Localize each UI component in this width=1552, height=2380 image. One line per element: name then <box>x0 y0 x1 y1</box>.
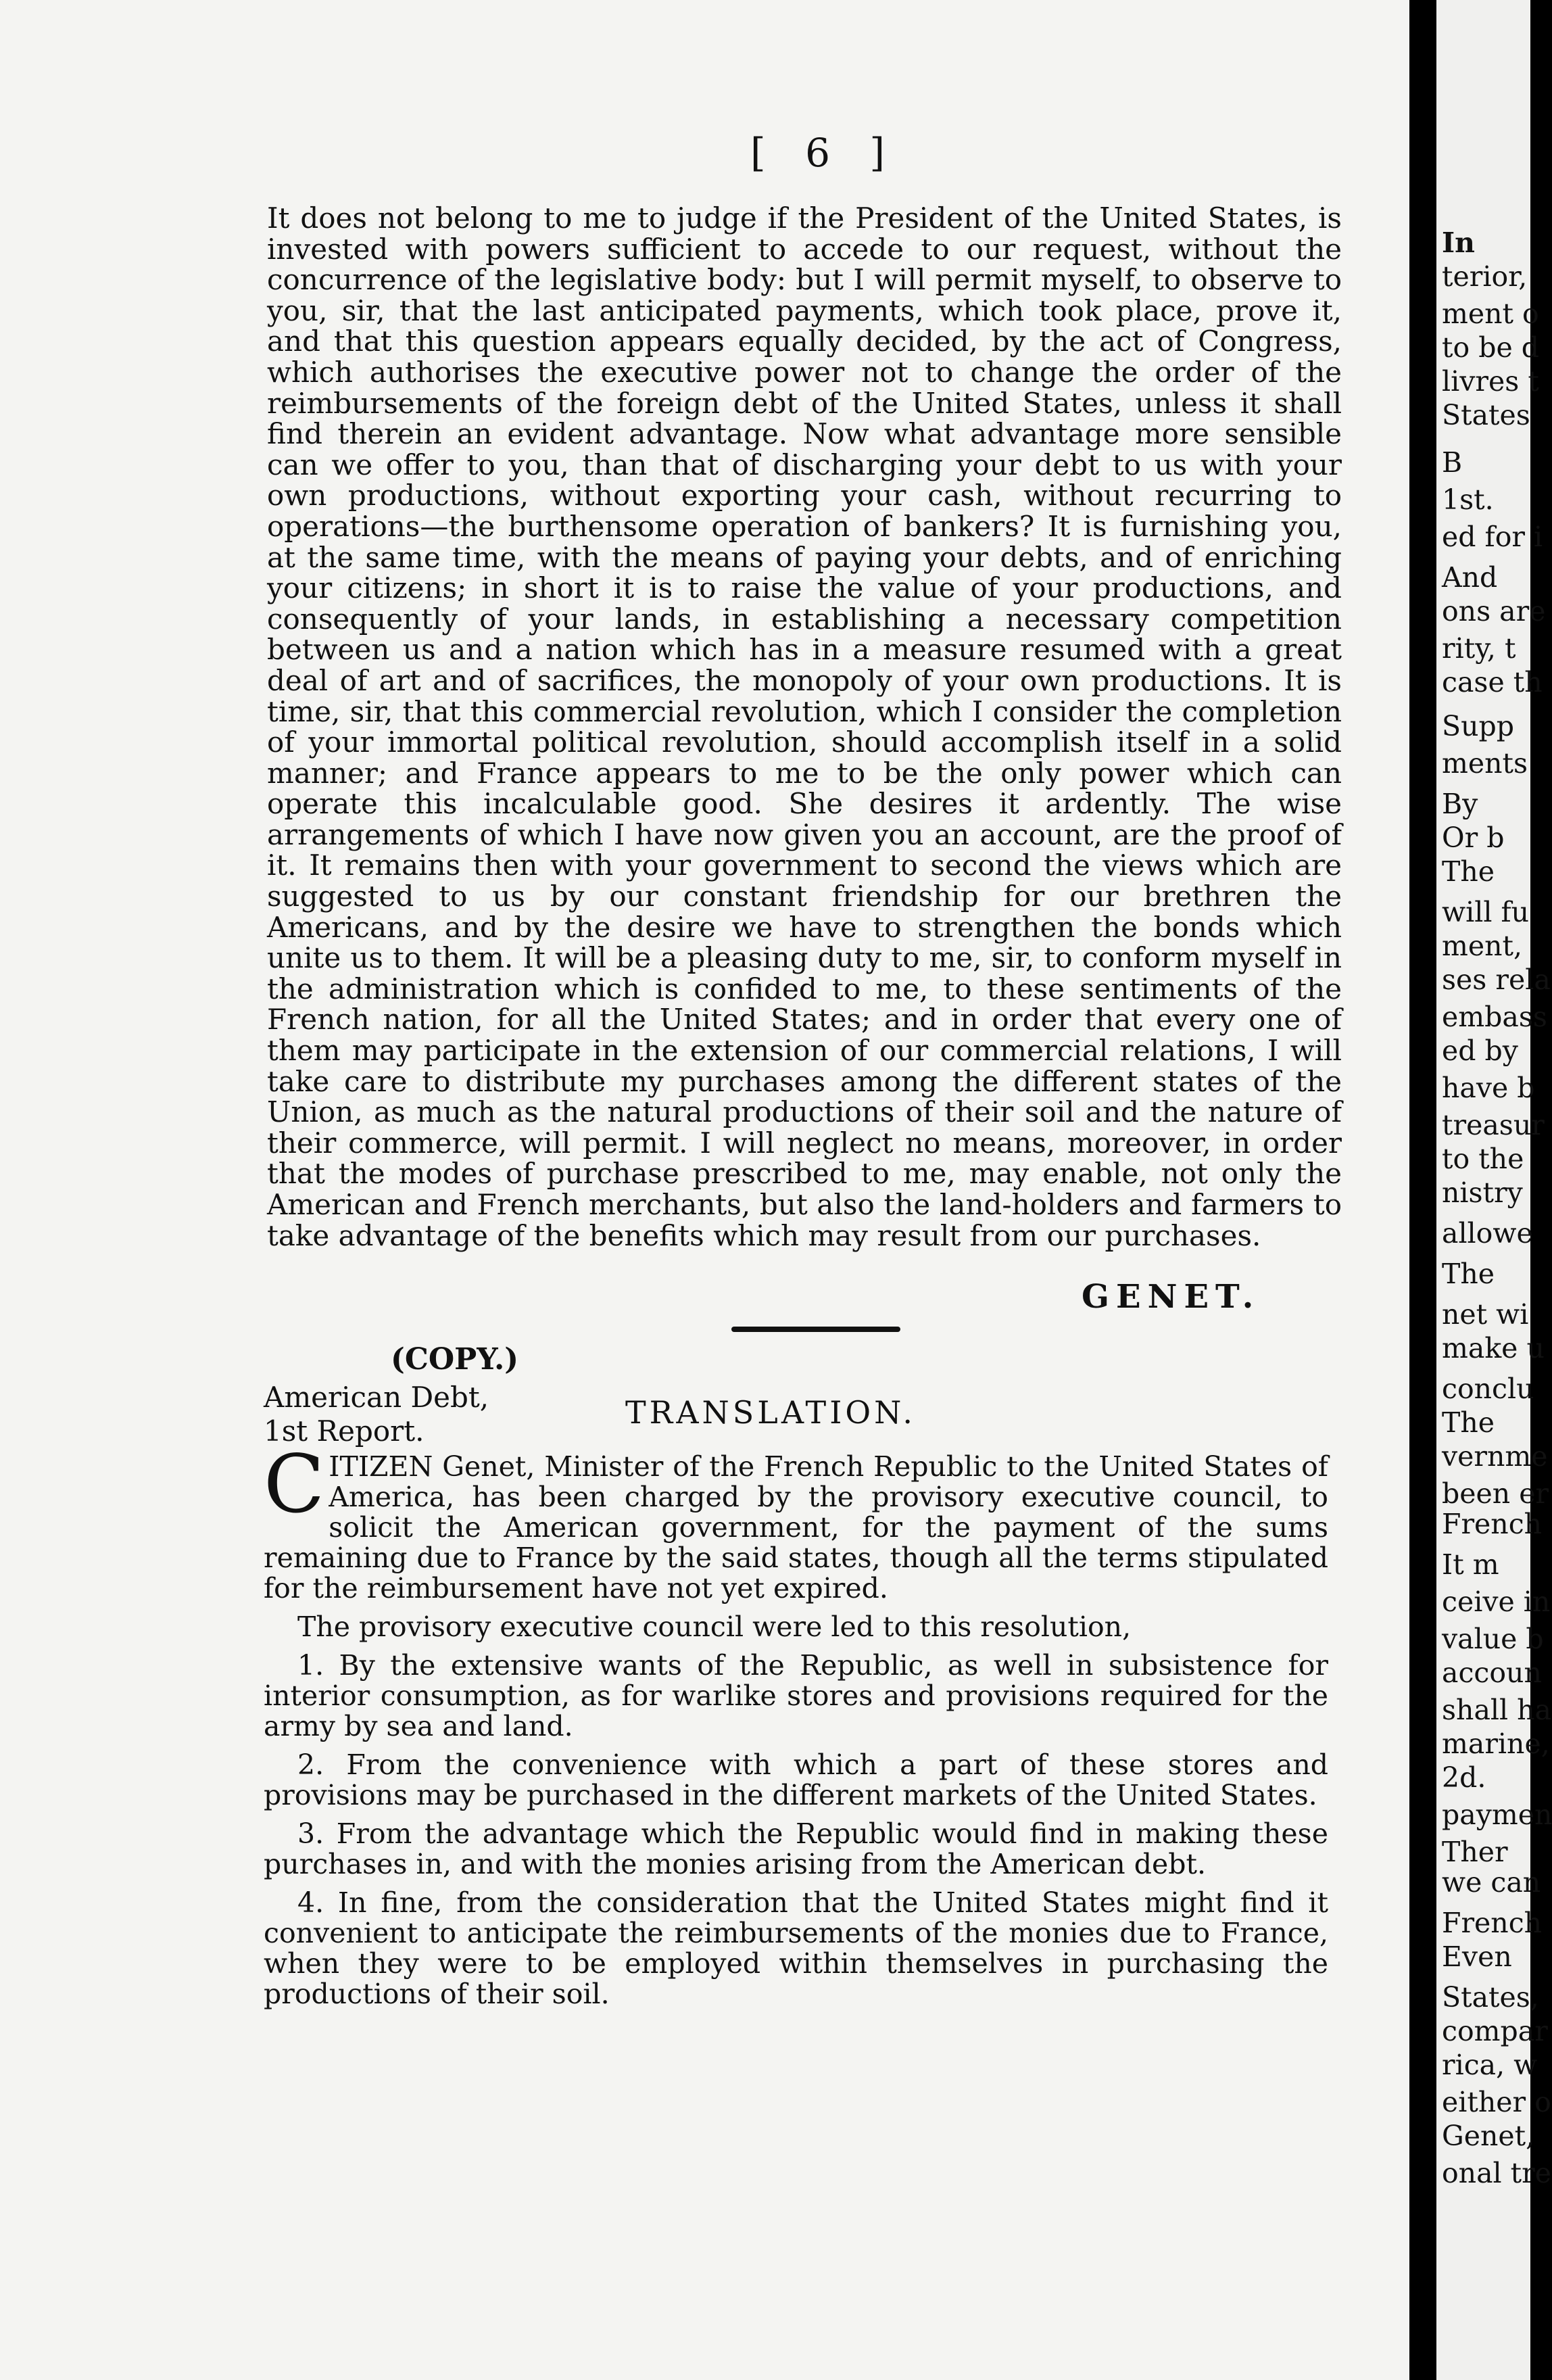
report-lead: The provisory executive council were led to this resolution, <box>297 1611 1132 1643</box>
adjacent-page-fragment: French <box>1442 1508 1543 1540</box>
adjacent-page-fragment: compar <box>1442 2015 1548 2047</box>
adjacent-page-fragment: The <box>1442 855 1495 888</box>
report-item: 2. From the convenience with which a part of these stores and provisions may be purchased in the different markets of the United States. <box>264 1748 1328 1811</box>
meta-line-2: 1st Report. <box>264 1414 425 1448</box>
drop-cap: C <box>264 1437 325 1531</box>
adjacent-page-fragment: value b <box>1442 1623 1544 1655</box>
adjacent-page-fragment: The <box>1442 1406 1495 1439</box>
signature: GENET. <box>1082 1278 1261 1316</box>
adjacent-page-fragment: French <box>1442 1907 1543 1939</box>
page-number: [ 6 ] <box>750 130 899 176</box>
adjacent-page-fragment: embass <box>1442 1001 1547 1033</box>
adjacent-page-fragment: ment o <box>1442 298 1539 330</box>
adjacent-page-fragment: 2d. <box>1442 1761 1486 1794</box>
adjacent-page-fragment: been er <box>1442 1477 1549 1510</box>
adjacent-page-fragment: And <box>1442 561 1498 594</box>
report-item: 3. From the advantage which the Republic would find in making these purchases in, and with the monies arising from the American debt. <box>264 1817 1328 1880</box>
adjacent-page-fragment: case th <box>1442 666 1543 698</box>
adjacent-page-fragment: conclu <box>1442 1373 1534 1405</box>
adjacent-page-fragment: will fu <box>1442 896 1530 928</box>
adjacent-page-fragment: ed for i <box>1442 521 1543 553</box>
translation-heading: TRANSLATION. <box>625 1394 917 1431</box>
section-divider <box>731 1327 900 1332</box>
adjacent-page-fragment: States, <box>1442 1981 1539 2014</box>
adjacent-page-fragment: rica, w <box>1442 2049 1538 2081</box>
adjacent-page-fragment: Even <box>1442 1941 1512 1973</box>
adjacent-page-fragment: livres t <box>1442 365 1539 398</box>
adjacent-page-fragment: shall ha <box>1442 1694 1551 1726</box>
adjacent-page-fragment: ment, <box>1442 930 1523 962</box>
adjacent-page-fragment: Genet, <box>1442 2120 1535 2152</box>
adjacent-page-fragment: B <box>1442 446 1463 479</box>
adjacent-page-fragment: to be d <box>1442 331 1539 364</box>
report-intro-text: ITIZEN Genet, Minister of the French Republic to the United States of America, has been charged by the provisory executive council, to solicit the American government, for the payment of the sums remaining due to France by the said states, though all the terms stipulated for the reimbursement have not yet expired. <box>264 1450 1328 1604</box>
letter-paragraph: It does not belong to me to judge if the President of the United States, is invested with powers sufficient to accede to our request, without the concurrence of the legislative body: but I will permit myself, to observe to you, sir, that the last anticipated payments, which took place, prove it, and that this question appears equally decided, by the act of Congress, which authorises the executive power not to change the order of the reimbursements of the foreign debt of the United States, unless it shall find therein an evident advantage. Now what advantage more sensible can we offer to you, than that of discharging your debt to us with your own productions, without exporting your cash, without recurring to operations—the burthensome operation of bankers? It is furnishing you, at the same time, with the means of paying your debts, and of enriching your citizens; in short it is to raise the value of your productions, and consequently of your lands, in establishing a necessary competition between us and a nation which has in a measure resumed with a great deal of art and of sacrifices, the monopoly of your own productions. It is time, sir, that this commercial revolution, which I consider the completion of your immortal political revolution, should accomplish itself in a solid manner; and France appears to me to be the only power which can operate this incalculable good. She desires it ardently. The wise arrangements of which I have now given you an account, are the proof of it. It remains then with your government to second the views which are suggested to us by our constant friendship for our brethren the Americans, and by the desire we have to strengthen the bonds which unite us to them. It will be a pleasing duty to me, sir, to conform myself in the administration which is confided to me, to these sentiments of the French nation, for all the United States; and in order that every one of them may participate in the extension of our commercial relations, I will take care to distribute my purchases among the different states of the Union, as much as the natural productions of their soil and the nature of their commerce, will permit. I will neglect no means, moreover, in order that the modes of purchase prescribed to me, may enable, not only the American and French merchants, but also the land-holders and farmers to take advantage of the benefits which may result from our purchases. <box>267 201 1342 1252</box>
adjacent-page-fragment: Ther <box>1442 1836 1508 1868</box>
adjacent-page-fragment: rity, t <box>1442 632 1516 665</box>
adjacent-page-fragment: onal tre <box>1442 2157 1552 2189</box>
adjacent-page-fragment: marine, <box>1442 1728 1550 1760</box>
report-item: 4. In fine, from the consideration that the United States might find it convenient to anticipate the reimbursements of the monies due to France, when they were to be employed within themselves in purchasing the productions of their soil. <box>264 1886 1328 2010</box>
report-intro-paragraph <box>264 1437 1328 1604</box>
adjacent-page-fragment: nistry <box>1442 1176 1523 1209</box>
adjacent-page-edge <box>1436 0 1552 2380</box>
adjacent-page-fragment: allowe <box>1442 1217 1533 1250</box>
adjacent-page-fragment: vernme <box>1442 1440 1548 1473</box>
adjacent-page-fragment: ons are <box>1442 595 1546 627</box>
adjacent-page-fragment: Or b <box>1442 822 1505 854</box>
letter-body <box>267 203 1342 1251</box>
page-gutter <box>1409 0 1436 2380</box>
adjacent-page-fragment: make u <box>1442 1332 1545 1364</box>
report-item: 1. By the extensive wants of the Republic, as well in subsistence for interior consumption, as for warlike stores and provisions required for the army by sea and land. <box>264 1649 1328 1742</box>
adjacent-page-fragment: ed by <box>1442 1034 1518 1067</box>
adjacent-page-fragment: to the <box>1442 1143 1524 1175</box>
adjacent-page-fragment: In <box>1442 227 1475 259</box>
adjacent-page-fragment: we can <box>1442 1866 1541 1899</box>
adjacent-page-fragment: terior, <box>1442 260 1528 293</box>
adjacent-page-fragment: ments <box>1442 747 1528 780</box>
adjacent-page-fragment: treasur <box>1442 1109 1545 1141</box>
meta-line-1: American Debt, <box>264 1381 489 1414</box>
adjacent-page-fragment: ses rela <box>1442 963 1551 996</box>
adjacent-page-fragment: States <box>1442 399 1530 431</box>
adjacent-page-fragment: accoun <box>1442 1657 1542 1689</box>
report-body <box>264 1437 1328 2010</box>
adjacent-page-fragment: paymen <box>1442 1799 1552 1831</box>
adjacent-page-fragment: It m <box>1442 1548 1499 1581</box>
adjacent-page-fragment: net wi <box>1442 1298 1529 1331</box>
adjacent-page-fragment: Supp <box>1442 710 1514 742</box>
adjacent-page-fragment: either o <box>1442 2086 1551 2118</box>
adjacent-page-fragment: have b <box>1442 1072 1535 1104</box>
copy-label: (COPY.) <box>391 1342 519 1377</box>
adjacent-page-fragment: 1st. <box>1442 483 1494 516</box>
adjacent-page-fragment: By <box>1442 788 1478 820</box>
adjacent-page-fragment: The <box>1442 1258 1495 1290</box>
adjacent-page-fragment: ceive in <box>1442 1586 1551 1618</box>
